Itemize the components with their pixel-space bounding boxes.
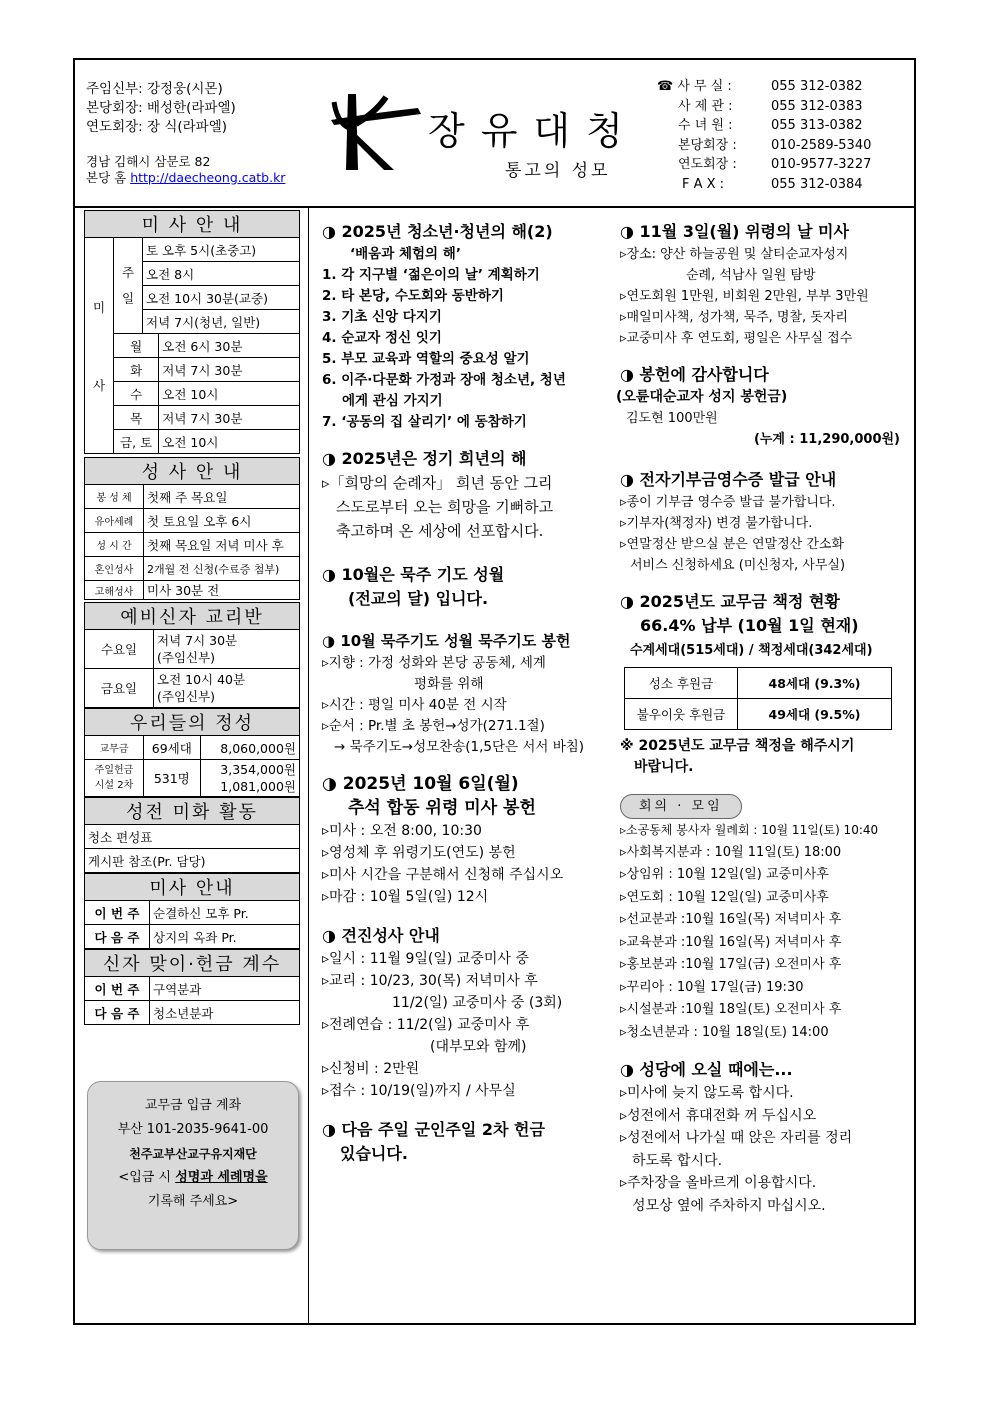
dues-subtitle: 수계세대(515세대) / 책정세대(342세대) xyxy=(630,643,873,658)
offering-label: 교무금 xyxy=(85,736,144,760)
sacrament-value: 2개월 전 신청(수료증 첨부) xyxy=(144,557,300,581)
homepage-link[interactable]: http://daecheong.catb.kr xyxy=(130,170,286,185)
sunday-mass: 오전 10시 30분(교중) xyxy=(143,286,300,310)
sacrament-value: 미사 30분 전 xyxy=(144,581,300,600)
receipt-list: ▹ 종이 기부금 영수증 발급 불가합니다. ▹ 기부자(책정자) 변경 불가합니다. ▹ 연말정산 받으실 분은 연말정산 간소화 서비스 신청하세요 (미신청자, 사무실) xyxy=(620,492,910,576)
dues-value: 49세대 (9.5%) xyxy=(738,699,892,730)
weekday-time: 저녁 7시 30분 xyxy=(159,358,300,382)
sacrament-table xyxy=(84,457,300,600)
offering-label: 주일헌금 시설 2차 xyxy=(85,760,144,797)
column-divider xyxy=(308,207,309,1325)
beauty-row: 게시판 참조(Pr. 담당) xyxy=(85,849,300,873)
dues-title: ◑ 2025년도 교무금 책정 현황 xyxy=(620,590,910,614)
list-item: 7. ‘공동의 집 살리기’ 에 동참하기 xyxy=(322,414,527,430)
list-item: 2. 타 본당, 수도회와 동반하기 xyxy=(322,288,504,304)
greeting-title: 신자 맞이·헌금 계수 xyxy=(85,950,300,977)
dues-label: 불우이웃 후원금 xyxy=(625,699,738,730)
thanks-title: ◑ 봉헌에 감사합니다 xyxy=(620,363,910,387)
list-item: 6. 이주·다문화 가정과 장애 청소년, 청년 xyxy=(322,372,566,388)
contact-value: 055 312-0382 xyxy=(771,79,863,94)
week-label: 다 음 주 xyxy=(85,1001,150,1025)
offering-title: 우리들의 정성 xyxy=(85,709,300,736)
youth-list xyxy=(322,265,614,433)
weekday-time: 오전 10시 xyxy=(159,430,300,454)
weekday-time: 오전 6시 30분 xyxy=(159,334,300,358)
weekday-time: 오전 10시 xyxy=(159,382,300,406)
account-notice xyxy=(87,1081,299,1250)
chuseok-title: ◑ 2025년 10월 6일(월) xyxy=(322,772,614,796)
list-item: 5. 부모 교육과 역할의 중요성 알기 xyxy=(322,351,530,367)
contact-label: 수 녀 원 : xyxy=(678,118,733,133)
offering-amount: 3,354,000원 1,081,000원 xyxy=(200,760,299,797)
week-label: 이 번 주 xyxy=(85,901,150,925)
church-list: ▹ 미사에 늦지 않도록 합시다. ▹ 성전에서 휴대전화 꺼 두십시오 ▹ 성전에서 나가실 때 앉은 자리를 정리 하도록 합시다. ▹ 주차장을 올바르게 이용합시다. 성모상 옆에 주차하지 마십시오. xyxy=(620,1082,910,1217)
catechumen-time: 오전 10시 40분 (주임신부) xyxy=(154,669,300,708)
offering-amount: 8,060,000원 xyxy=(200,736,299,760)
church-title: ◑ 성당에 오실 때에는... xyxy=(620,1058,910,1082)
presidium: 순결하신 모후 Pr. xyxy=(150,901,300,925)
contact-label: 사 제 관 : xyxy=(678,98,733,114)
rosary-title: ◑ 10월은 묵주 기도 성월 xyxy=(322,563,614,587)
account-note: <입금 시 성명과 세례명을 xyxy=(118,1170,268,1185)
list-item: 에게 관심 가지기 xyxy=(342,393,443,409)
contact-value: 055 313-0382 xyxy=(771,118,863,133)
contact-value: 010-2589-5340 xyxy=(771,137,872,153)
mass-info-title: 미사 안내 xyxy=(85,874,300,901)
receipt-title: ◑ 전자기부금영수증 발급 안내 xyxy=(620,468,910,492)
contact-label: 본당회장 : xyxy=(678,137,737,153)
weekday-time: 저녁 7시 30분 xyxy=(159,406,300,430)
weekday-label: 월 xyxy=(114,334,159,358)
week-label: 다 음 주 xyxy=(85,925,150,949)
contact-value: 055 312-0384 xyxy=(771,176,863,192)
header-divider xyxy=(73,206,916,208)
sacrament-label: 혼인성사 xyxy=(85,557,144,581)
sunday-mass: 저녁 7시(청년, 일반) xyxy=(143,310,300,334)
list-item: 3. 기초 신앙 다지기 xyxy=(322,309,442,325)
sacrament-label: 유아세례 xyxy=(85,509,144,533)
bulletin-subtitle: 통고의 성모 xyxy=(505,161,611,181)
dues-value: 48세대 (9.3%) xyxy=(738,668,892,699)
team: 구역분과 xyxy=(150,977,300,1001)
catechumen-table xyxy=(84,602,300,708)
weekday-label: 금, 토 xyxy=(114,430,159,454)
account-holder: 천주교부산교구유지재단 xyxy=(129,1147,257,1161)
next-week-title-2: 있습니다. xyxy=(340,1144,408,1163)
greeting-table xyxy=(84,949,300,1025)
bulletin-title: 장유대청 xyxy=(428,109,639,153)
parish-chair: 본당회장: 배성한(라파엘) xyxy=(86,100,236,116)
meeting-list: ▹ 소공동체 봉사자 월례회 : 10월 11일(토) 10:40 ▹ 사회복지분과 : 10월 11일(토) 18:00 ▹ 상임위 : 10월 12일(일) 교중미사후 ▹ 연도회 : 10월 12일(일) 교중미사후 ▹ 선교분과 :10월 16일(목) 저녁미사 후 ▹ 교육분과 :10월 16일(목) 저녁미사 후 ▹ 홍보분과 :10월 17일(금) 오전미사 후 ▹ 꾸리아 : 10월 17일(금) 19:30 ▹ 시설분과 :10월 18일(토) 오전미사 후 ▹ 청소년분과 : 10월 18일(토) 14:00 xyxy=(620,819,910,1044)
chuseok-title-2: 추석 합동 위령 미사 봉헌 xyxy=(348,798,536,818)
dues-label: 성소 후원금 xyxy=(625,668,738,699)
sacrament-value: 첫째 목요일 저녁 미사 후 xyxy=(144,533,300,557)
address: 경남 김해시 삼문로 82 xyxy=(86,154,211,169)
right-column xyxy=(616,220,910,1217)
presidium: 상지의 옥좌 Pr. xyxy=(150,925,300,949)
next-week-title: ◑ 다음 주일 군인주일 2차 헌금 xyxy=(322,1118,614,1142)
confirmation-list: ▹ 일시 : 11월 9일(일) 교중미사 중 ▹ 교리 : 10/23, 30(목) 저녁미사 후 11/2(일) 교중미사 중 (3회) ▹ 전례연습 : 11/2(일) 교중미사 후 (대부모와 함께) ▹ 신청비 : 2만원 ▹ 접수 : 10/19(일)까지 / 사무실 xyxy=(322,948,614,1102)
sacrament-value: 첫 토요일 오후 6시 xyxy=(144,509,300,533)
memorial-title: ◑ 11월 3일(월) 위령의 날 미사 xyxy=(620,220,910,244)
sacrament-label: 성 시 간 xyxy=(85,533,144,557)
account-number: 부산 101-2035-9641-00 xyxy=(117,1122,269,1137)
address-block xyxy=(86,154,285,186)
rosary-offer-title: ◑ 10월 묵주기도 성월 묵주기도 봉헌 xyxy=(322,629,614,653)
mass-table xyxy=(84,210,300,454)
rosary-title-2: (전교의 달) 입니다. xyxy=(348,589,489,608)
thanks-name: 김도현 100만원 xyxy=(626,411,718,426)
sunday-mass: 토 오후 5시(초중고) xyxy=(143,238,300,262)
catechumen-time: 저녁 7시 30분 (주임신부) xyxy=(154,630,300,669)
contact-list xyxy=(657,77,871,194)
mass-info-table xyxy=(84,873,300,949)
cross-logo-icon xyxy=(326,92,426,172)
jubilee-text: ▹ 「희망의 순례자」 희년 동안 그리 스도로부터 오는 희망을 기뻐하고 축고하며 온 세상에 선포합시다. xyxy=(322,471,614,543)
thanks-total: (누계 : 11,290,000원) xyxy=(753,432,900,447)
contact-value: 010-9577-3227 xyxy=(771,157,872,172)
jubilee-title: ◑ 2025년은 정기 희년의 해 xyxy=(322,447,614,471)
catechumen-day: 금요일 xyxy=(85,669,154,708)
list-item: 4. 순교자 정신 잇기 xyxy=(322,330,442,346)
sidebar xyxy=(84,210,300,1025)
youth-title: ◑ 2025년 청소년·청년의 해(2) xyxy=(322,220,614,244)
catechumen-title: 예비신자 교리반 xyxy=(85,603,300,630)
dues-table xyxy=(624,667,892,730)
thanks-subtitle: (오륜대순교자 성지 봉헌금) xyxy=(616,389,788,405)
pastor: 주임신부: 강정웅(시몬) xyxy=(86,81,223,97)
account-note-2: 기록해 주세요> xyxy=(147,1194,239,1209)
confirmation-title: ◑ 견진성사 안내 xyxy=(322,924,614,948)
dues-note-2: 바랍니다. xyxy=(634,759,694,775)
homepage-label: 본당 홈 xyxy=(86,170,127,185)
dues-note: ※ 2025년도 교무금 책정을 해주시기 xyxy=(620,738,855,754)
weekday-label: 목 xyxy=(114,406,159,430)
mass-title: 미 사 안 내 xyxy=(85,211,300,238)
account-title: 교무금 입금 계좌 xyxy=(144,1098,242,1113)
meeting-header xyxy=(620,794,910,819)
mass-mi-sa: 미 사 xyxy=(85,238,114,454)
sunday-mass: 오전 8시 xyxy=(143,262,300,286)
offering-count: 531명 xyxy=(144,760,201,797)
middle-column xyxy=(322,220,614,1166)
contact-label: ☎ 사 무 실 : xyxy=(657,79,732,94)
sacrament-label: 봉 성 체 xyxy=(85,485,144,509)
rosary-offer: ▹ 지향 : 가정 성화와 본당 공동체, 세계 평화를 위해 ▹ 시간 : 평일 미사 40분 전 시작 ▹ 순서 : Pr.별 초 봉헌→성가(271.1절) → 묵주기도→성모찬송(1,5단은 서서 바침) xyxy=(322,653,614,758)
weekday-label: 수 xyxy=(114,382,159,406)
beauty-row: 청소 편성표 xyxy=(85,825,300,849)
catechumen-day: 수요일 xyxy=(85,630,154,669)
list-item: 1. 각 지구별 ‘젊은이의 날’ 계획하기 xyxy=(322,267,540,283)
contact-label: F A X : xyxy=(682,176,725,192)
yeondo-chair: 연도회장: 장 식(라파엘) xyxy=(86,119,228,135)
staff-list xyxy=(86,80,236,137)
weekday-label: 화 xyxy=(114,358,159,382)
sacrament-value: 첫째 주 목요일 xyxy=(144,485,300,509)
memorial-list: ▹ 장소: 양산 하늘공원 및 살티순교자성지 순례, 석남사 일원 탐방 ▹ 연도회원 1만원, 비회원 2만원, 부부 3만원 ▹ 매일미사책, 성가책, 묵주, 명찰, 돗자리 ▹ 교중미사 후 연도회, 평일은 사무실 접수 xyxy=(620,244,910,349)
offering-table xyxy=(84,708,300,797)
contact-label: 연도회장 : xyxy=(678,157,737,172)
team: 청소년분과 xyxy=(150,1001,300,1025)
meeting-label: 회의 · 모임 xyxy=(620,794,742,819)
dues-title-2: 66.4% 납부 (10월 1일 현재) xyxy=(640,616,859,635)
sacrament-label: 고해성사 xyxy=(85,581,144,600)
chuseok-list: ▹ 미사 : 오전 8:00, 10:30 ▹ 영성체 후 위령기도(연도) 봉헌 ▹ 미사 시간을 구분해서 신청해 주십시오 ▹ 마감 : 10월 5일(일) 12시 xyxy=(322,820,614,908)
contact-value: 055 312-0383 xyxy=(771,98,863,114)
beauty-title: 성전 미화 활동 xyxy=(85,798,300,825)
sunday-label: 주일 xyxy=(114,238,143,334)
beauty-table xyxy=(84,797,300,873)
offering-count: 69세대 xyxy=(144,736,201,760)
youth-subtitle: ‘배움과 체험의 해’ xyxy=(350,246,461,262)
week-label: 이 번 주 xyxy=(85,977,150,1001)
sacrament-title: 성 사 안 내 xyxy=(85,458,300,485)
